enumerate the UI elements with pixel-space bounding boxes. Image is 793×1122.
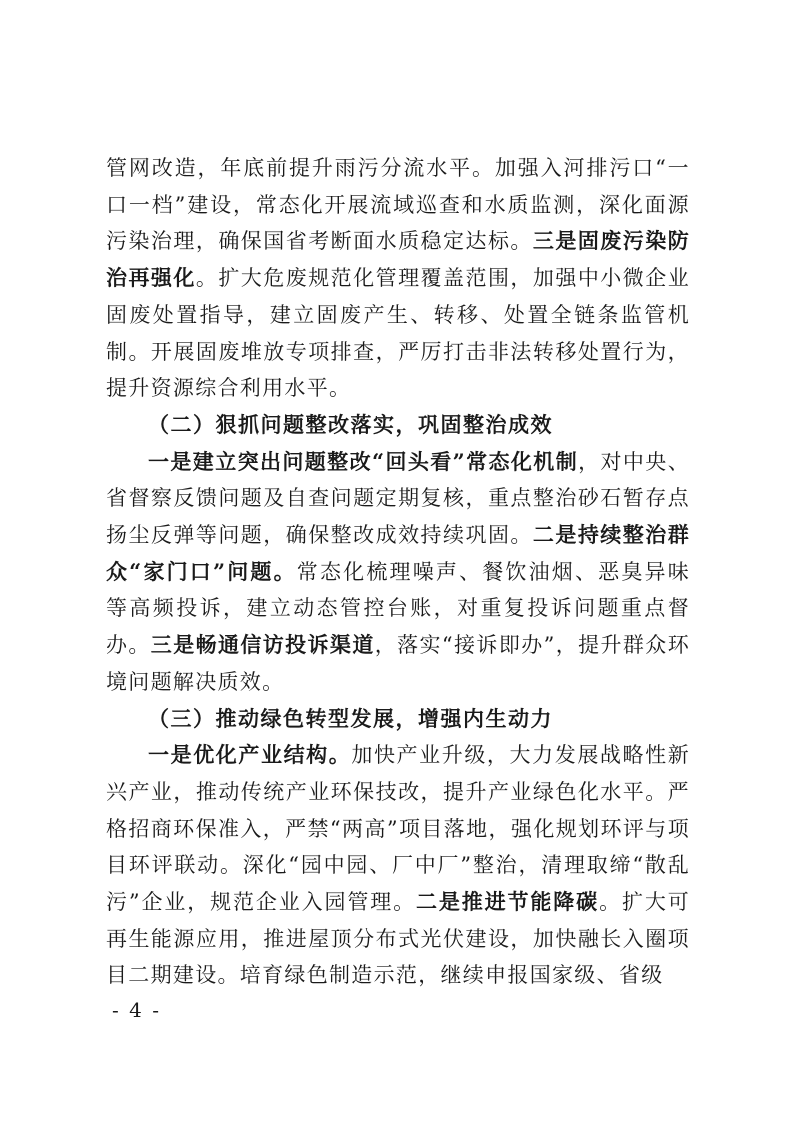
bold-lead-phrase: 一是建立突出问题整改“回头看”常态化机制 bbox=[148, 448, 579, 474]
paragraph-text: ，对中央、省督察反馈问题及自查问题定期复核，重点整治砂石暂存点扬尘反弹等问题，确保整改成效持续巩固。 bbox=[106, 449, 690, 548]
paragraph-continuation bbox=[106, 150, 690, 407]
bold-lead-phrase: 二是持续整治群众“家门口”问题。 bbox=[106, 522, 690, 584]
paragraph-text: 管网改造，年底前提升雨污分流水平。加强入河排污口“一口一档”建设，常态化开展流域巡查和水质监测，深化面源污染治理，确保国省考断面水质稳定达标。 bbox=[106, 156, 690, 254]
section-heading: （三）推动绿色转型发展，增强内生动力 bbox=[148, 705, 553, 731]
document-body bbox=[106, 150, 690, 994]
section-heading: （二）狠抓问题整改落实，巩固整治成效 bbox=[148, 411, 553, 437]
paragraph-text: 。扩大可再生能源应用，推进屋顶分布式光伏建设，加快融长入圈项目二期建设。培育绿色制造示范，继续申报国家级、省级 bbox=[106, 890, 690, 988]
paragraph bbox=[106, 444, 690, 701]
bold-lead-phrase: 三是畅通信访投诉渠道 bbox=[150, 632, 375, 658]
paragraph-text: ，落实“接诉即办”，提升群众环境问题解决质效。 bbox=[106, 633, 691, 694]
bold-lead-phrase: 三是固废污染防治再强化 bbox=[106, 228, 690, 291]
paragraph-text: 常态化梳理噪声、餐饮油烟、恶臭异味等高频投诉，建立动态管控台账，对重复投诉问题重点督办。 bbox=[106, 559, 690, 658]
bold-lead-phrase: 一是优化产业结构。 bbox=[148, 742, 352, 768]
paragraph-text: 加快产业升级，大力发展战略性新兴产业，推动传统产业环保技改，提升产业绿色化水平。严格招商环保准入，严禁“两高”项目落地，强化规划环评与项目环评联动。深化“园中园、厂中厂”整治，清理取缔“散乱污”企业，规范企业入园管理。 bbox=[106, 743, 690, 915]
paragraph-text: 。扩大危废规范化管理覆盖范围，加强中小微企业固废处置指导，建立固废产生、转移、处置全链条监管机制。开展固废堆放专项排查，严厉打击非法转移处置行为，提升资源综合利用水平。 bbox=[106, 266, 690, 401]
paragraph bbox=[106, 737, 690, 994]
page-number: - 4 - bbox=[112, 998, 161, 1022]
bold-lead-phrase: 二是推进节能降碳 bbox=[416, 889, 600, 915]
